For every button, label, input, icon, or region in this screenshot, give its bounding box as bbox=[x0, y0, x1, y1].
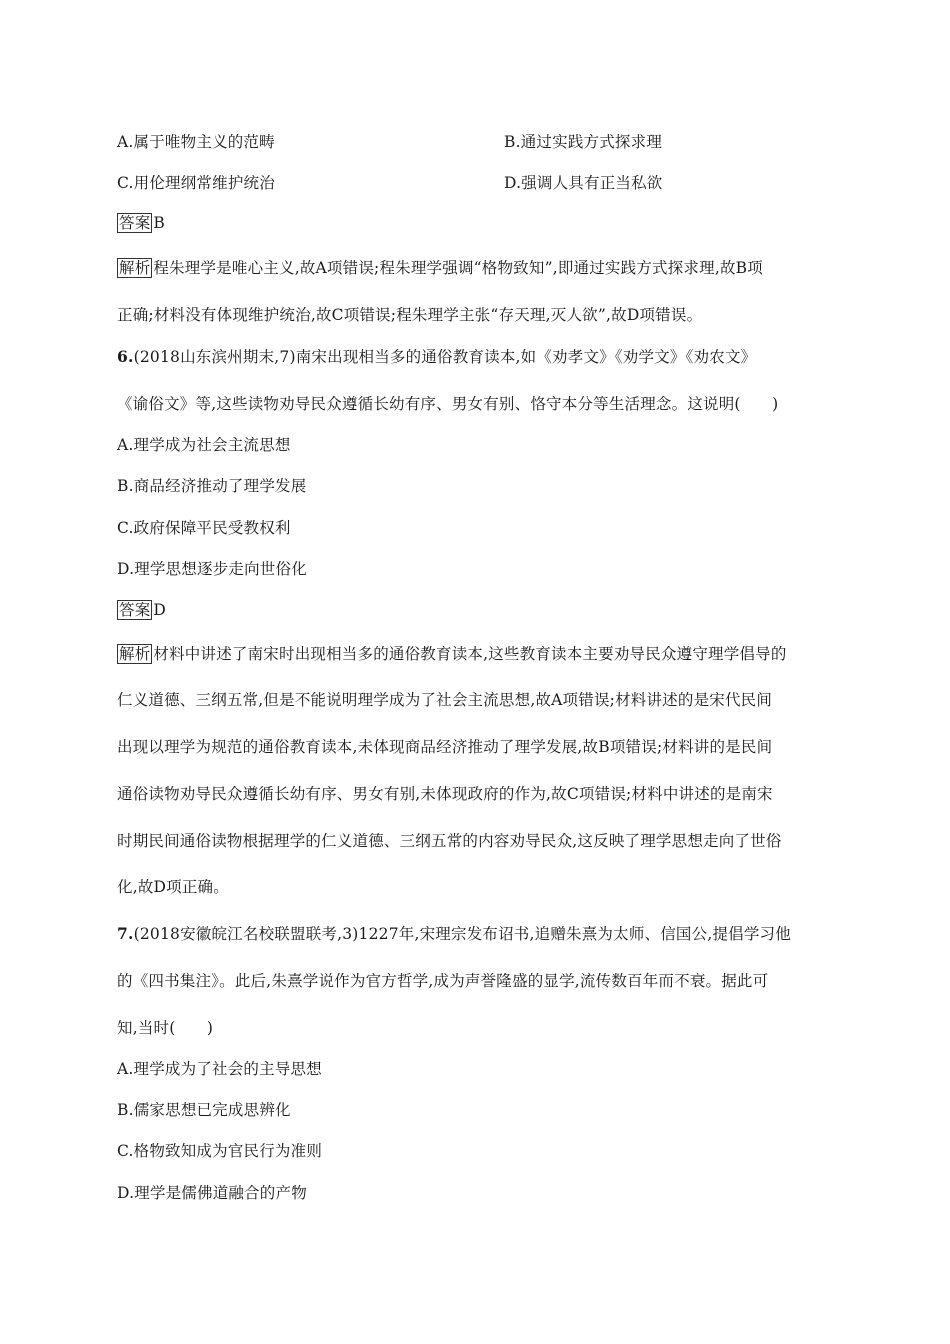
q7-option-c[interactable]: C.格物致知成为官民行为准则 bbox=[117, 1142, 323, 1160]
q5-option-a[interactable]: A.属于唯物主义的范畴 bbox=[117, 133, 275, 151]
q7-stem-line-1 bbox=[117, 924, 837, 944]
q6-answer bbox=[117, 600, 837, 620]
q6-option-d[interactable]: D.理学思想逐步走向世俗化 bbox=[117, 560, 307, 578]
answer-label: 答案 bbox=[119, 601, 151, 619]
q6-stem-line-1 bbox=[117, 347, 837, 367]
q5-option-c[interactable]: C.用伦理纲常维护统治 bbox=[117, 174, 275, 192]
q6-option-b[interactable]: B.商品经济推动了理学发展 bbox=[117, 477, 307, 495]
q6-analysis-line-5: 时期民间通俗读物根据理学的仁义道德、三纲五常的内容劝导民众,这反映了理学思想走向了世俗 bbox=[117, 832, 782, 850]
q6-option-c[interactable]: C.政府保障平民受教权利 bbox=[117, 519, 291, 537]
q7-option-a[interactable]: A.理学成为了社会的主导思想 bbox=[117, 1060, 322, 1078]
q7-option-d[interactable]: D.理学是儒佛道融合的产物 bbox=[117, 1184, 307, 1202]
q5-options-row-2 bbox=[117, 173, 837, 193]
answer-value: D bbox=[153, 601, 167, 619]
q7-stem-line-3: 知,当时( ) bbox=[117, 1019, 214, 1037]
q5-analysis-line-1 bbox=[117, 258, 837, 278]
analysis-text: 程朱理学是唯心主义,故A项错误;程朱理学强调“格物致知”,即通过实践方式探求理,故B项 bbox=[153, 259, 763, 277]
analysis-label: 解析 bbox=[119, 645, 151, 663]
q6-analysis-line-4: 通俗读物劝导民众遵循长幼有序、男女有别,未体现政府的作为,故C项错误;材料中讲述的是南宋 bbox=[117, 785, 773, 803]
question-stem: (2018安徽皖江名校联盟联考,3)1227年,宋理宗发布诏书,追赠朱熹为太师、信国公,提倡学习他 bbox=[133, 925, 791, 943]
analysis-label: 解析 bbox=[119, 259, 151, 277]
question-number: 6. bbox=[117, 347, 134, 366]
q5-analysis-line-2: 正确;材料没有体现维护统治,故C项错误;程朱理学主张“存天理,灭人欲”,故D项错误。 bbox=[117, 306, 703, 324]
q7-option-b[interactable]: B.儒家思想已完成思辨化 bbox=[117, 1101, 291, 1119]
answer-value: B bbox=[153, 214, 165, 232]
question-stem: (2018山东滨州期末,7)南宋出现相当多的通俗教育读本,如《劝孝文》《劝学文》《劝农文》 bbox=[133, 348, 757, 366]
q5-answer bbox=[117, 213, 837, 233]
q6-option-a[interactable]: A.理学成为社会主流思想 bbox=[117, 436, 291, 454]
q6-analysis-line-3: 出现以理学为规范的通俗教育读本,未体现商品经济推动了理学发展,故B项错误;材料讲的是民间 bbox=[117, 738, 773, 756]
answer-label: 答案 bbox=[119, 214, 151, 232]
q7-stem-line-2: 的《四书集注》。此后,朱熹学说作为官方哲学,成为声誉隆盛的显学,流传数百年而不衰。据此可 bbox=[117, 972, 769, 990]
q5-options-row-1 bbox=[117, 132, 837, 152]
q6-stem-line-2: 《谕俗文》等,这些读物劝导民众遵循长幼有序、男女有别、恪守本分等生活理念。这说明( ) bbox=[117, 395, 779, 413]
question-number: 7. bbox=[117, 924, 134, 943]
q6-analysis-line-2: 仁义道德、三纲五常,但是不能说明理学成为了社会主流思想,故A项错误;材料讲述的是宋代民间 bbox=[117, 691, 773, 709]
q6-analysis-line-1 bbox=[117, 644, 837, 664]
q6-analysis-line-6: 化,故D项正确。 bbox=[117, 878, 229, 896]
q5-option-b[interactable]: B.通过实践方式探求理 bbox=[504, 133, 663, 151]
q5-option-d[interactable]: D.强调人具有正当私欲 bbox=[504, 174, 663, 192]
analysis-text: 材料中讲述了南宋时出现相当多的通俗教育读本,这些教育读本主要劝导民众遵守理学倡导的 bbox=[153, 645, 787, 663]
